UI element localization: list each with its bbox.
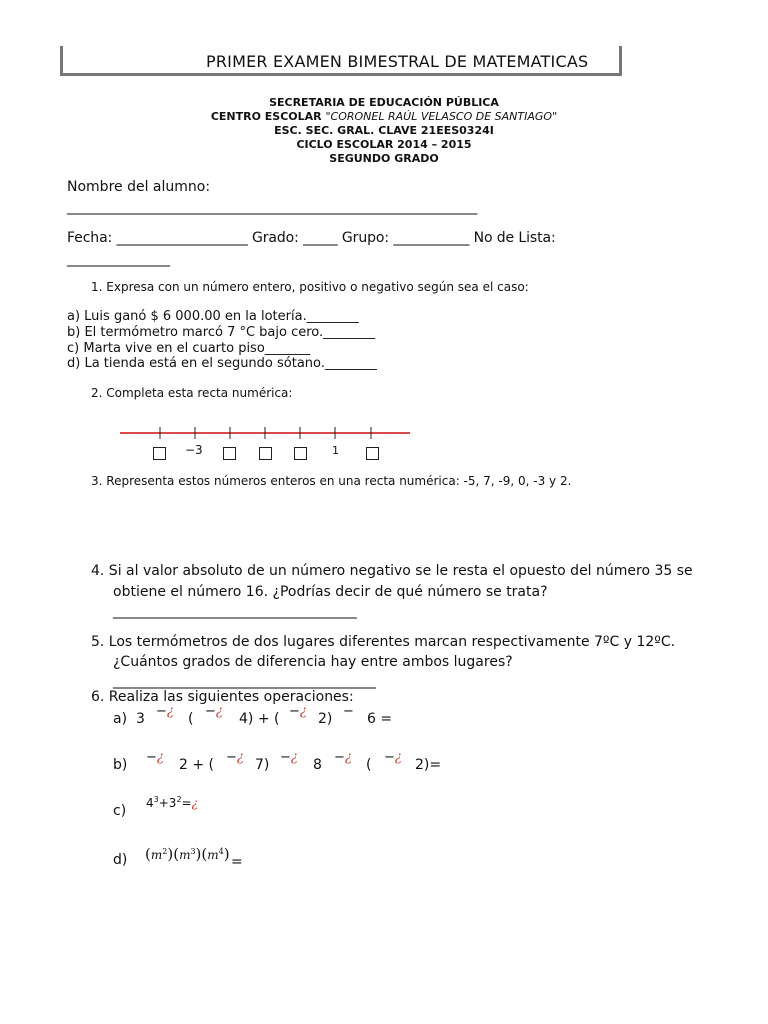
op-c-equals: = [181, 796, 192, 810]
op-a-minus: − [343, 704, 354, 719]
list-number-line[interactable]: ________________ [67, 251, 170, 267]
question-5-answer-line[interactable]: _________________________________________ [113, 673, 376, 689]
op-c-base-1: 4 [146, 796, 154, 810]
op-b-neg-5 [384, 750, 402, 765]
header-line-2 [0, 110, 768, 124]
inverted-question-glyph: ¿ [344, 750, 352, 765]
question-4-line-2: obtiene el número 16. ¿Podrías decir de qué número se trata? [113, 584, 548, 600]
op-d-m-2: m [179, 848, 191, 862]
inverted-question-glyph: ¿ [191, 796, 199, 810]
op-b-neg-2 [226, 750, 244, 765]
op-c-label: c) [113, 803, 127, 819]
minus-sign: − [289, 704, 300, 719]
answer-box-2[interactable] [223, 447, 236, 460]
op-d-m-1: m [150, 848, 163, 862]
op-a-label: a) [113, 711, 128, 727]
header-line-1: SECRETARIA DE EDUCACIÓN PÚBLICA [269, 96, 499, 109]
q1-item-c: c) Marta vive en el cuarto piso_______ [67, 341, 311, 356]
answer-box-4[interactable] [294, 447, 307, 460]
question-5-line-1: 5. Los termómetros de dos lugares diferentes marcan respectivamente 7ºC y 12ºC. [91, 634, 676, 650]
school-prefix: CENTRO ESCOLAR [210, 110, 326, 123]
op-d-exp-2: 3 [190, 847, 196, 856]
op-a-part-2: ( [188, 711, 194, 727]
minus-sign: − [384, 750, 395, 765]
op-a-part-1: 3 [136, 711, 145, 727]
minus-sign: − [205, 704, 216, 719]
op-a-part-4: 2) [318, 711, 333, 727]
inverted-question-glyph: ¿ [290, 750, 298, 765]
school-name: "CORONEL RAÚL VELASCO DE SANTIAGO" [325, 110, 558, 123]
label-neg3: −3 [185, 443, 203, 457]
op-d-exp-1: 2 [162, 847, 168, 856]
question-5-line-2: ¿Cuántos grados de diferencia hay entre ambos lugares? [113, 654, 513, 670]
date-grade-group-line[interactable]: Fecha: ___________________ Grado: _____ Grupo: ___________ No de Lista: [67, 230, 556, 246]
minus-sign: − [156, 704, 167, 719]
op-a-part-5: 6 = [367, 711, 393, 727]
op-d-m-3: m [207, 848, 219, 862]
op-d-label: d) [113, 852, 128, 868]
inverted-question-glyph: ¿ [156, 750, 164, 765]
op-a-neg-3 [289, 704, 307, 719]
answer-box-5[interactable] [366, 447, 379, 460]
op-d-expression: $(m^2)(m^3)(m^4)$ [145, 845, 230, 863]
op-b-neg-3 [280, 750, 298, 765]
op-b-part-5: 2)= [415, 757, 442, 773]
op-c-exp-2: 2 [176, 795, 182, 804]
inverted-question-glyph: ¿ [236, 750, 244, 765]
header-line-3: ESC. SEC. GRAL. CLAVE 21EES0324I [274, 124, 494, 137]
op-b-part-2: 7) [255, 757, 270, 773]
op-a-part-3: 4) + ( [239, 711, 280, 727]
op-b-part-3: 8 [313, 757, 322, 773]
op-b-neg-4 [334, 750, 352, 765]
minus-sign: − [334, 750, 345, 765]
number-line [118, 424, 414, 444]
op-c-plus: +3 [158, 796, 177, 810]
question-4-line-1: 4. Si al valor absoluto de un número negativo se le resta el opuesto del número 35 se [91, 563, 693, 579]
op-b-part-4: ( [366, 757, 372, 773]
label-1: 1 [332, 444, 339, 457]
minus-sign: − [146, 750, 157, 765]
question-6-title: 6. Realiza las siguientes operaciones: [91, 689, 354, 705]
answer-box-1[interactable] [153, 447, 166, 460]
inverted-question-glyph: ¿ [394, 750, 402, 765]
op-b-label: b) [113, 757, 128, 773]
header-line-4: CICLO ESCOLAR 2014 – 2015 [296, 138, 472, 151]
inverted-question-glyph: ¿ [166, 704, 174, 719]
q1-item-d: d) La tienda está en el segundo sótano.________ [67, 356, 377, 371]
op-a-neg-1 [156, 704, 174, 719]
inverted-question-glyph: ¿ [215, 704, 223, 719]
question-4-answer-line[interactable]: ______________________________________ [113, 603, 357, 619]
answer-box-3[interactable] [259, 447, 272, 460]
op-a-neg-2 [205, 704, 223, 719]
op-c-exp-1: 3 [153, 795, 159, 804]
op-c-expression [146, 795, 198, 810]
question-2: 2. Completa esta recta numérica: [91, 386, 293, 400]
op-b-part-1: 2 + ( [179, 757, 214, 773]
q1-item-b: b) El termómetro marcó 7 °C bajo cero.________ [67, 325, 376, 340]
header-line-5: SEGUNDO GRADO [329, 152, 439, 165]
op-b-neg-1 [146, 750, 164, 765]
op-d-equals: = [231, 854, 243, 870]
minus-sign: − [226, 750, 237, 765]
op-d-exp-3: 4 [218, 847, 224, 856]
exam-title: PRIMER EXAMEN BIMESTRAL DE MATEMATICAS [206, 52, 589, 71]
minus-sign: − [280, 750, 291, 765]
question-3: 3. Representa estos números enteros en una recta numérica: -5, 7, -9, 0, -3 y 2. [91, 474, 572, 488]
name-line[interactable]: ________________________________________________________________ [67, 199, 477, 215]
name-label: Nombre del alumno: [67, 179, 211, 195]
q1-item-a: a) Luis ganó $ 6 000.00 en la lotería.________ [67, 309, 359, 324]
question-1: 1. Expresa con un número entero, positivo o negativo según sea el caso: [91, 280, 529, 294]
inverted-question-glyph: ¿ [299, 704, 307, 719]
